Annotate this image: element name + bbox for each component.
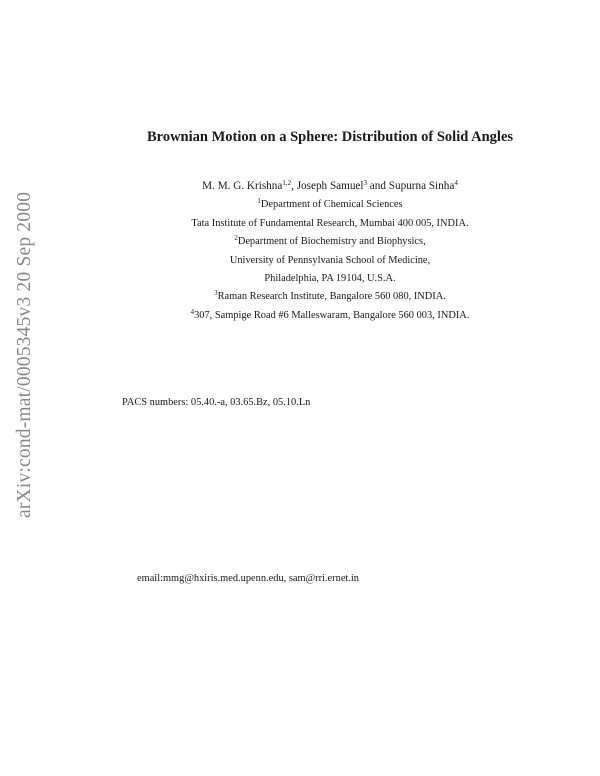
author-sup: 3 bbox=[363, 179, 367, 187]
affiliation-sup: 1 bbox=[257, 197, 261, 205]
affiliation-1-line-2: Tata Institute of Fundamental Research, Mumbai 400 005, INDIA. bbox=[191, 218, 469, 229]
email-footnote: email:mmg@hxiris.med.upenn.edu, sam@rri.ernet.in bbox=[137, 573, 359, 584]
author-name: Joseph Samuel bbox=[296, 180, 364, 192]
affiliation-sup: 2 bbox=[234, 234, 238, 242]
author-sup: 1,2 bbox=[282, 179, 292, 187]
affiliation-2-line-2: University of Pennsylvania School of Medicine, bbox=[229, 255, 431, 266]
affiliation-text: Department of Chemical Sciences bbox=[260, 199, 403, 210]
author-sup: 4 bbox=[454, 179, 458, 187]
paper-title: Brownian Motion on a Sphere: Distribution of Solid Angles bbox=[146, 129, 514, 145]
affiliation-2-line-3: Philadelphia, PA 19104, U.S.A. bbox=[264, 273, 396, 284]
affiliation-2-line-1 bbox=[0, 236, 600, 247]
affiliation-sup: 3 bbox=[214, 289, 218, 297]
author-name: Supurna Sinha bbox=[388, 180, 455, 192]
affiliation-text: 307, Sampige Road #6 Malleswaram, Bangalore 560 003, INDIA. bbox=[194, 310, 470, 321]
affiliation-1-line-1 bbox=[0, 199, 600, 210]
arxiv-sidebar-stamp: arXiv:cond-mat/0005345v3 20 Sep 2000 bbox=[14, 191, 35, 518]
affiliation-text: Raman Research Institute, Bangalore 560 080, INDIA. bbox=[217, 291, 446, 302]
author-separator: and bbox=[367, 180, 389, 192]
author-name: M. M. G. Krishna bbox=[202, 180, 283, 192]
author-separator: , bbox=[291, 180, 297, 192]
affiliation-sup: 4 bbox=[190, 308, 195, 316]
affiliation-4-line-1 bbox=[0, 310, 600, 321]
affiliation-text: Department of Biochemistry and Biophysics, bbox=[237, 236, 426, 247]
author-line bbox=[0, 180, 600, 192]
affiliation-3-line-1 bbox=[0, 291, 600, 302]
pacs-numbers: PACS numbers: 05.40.-a, 03.65.Bz, 05.10.Ln bbox=[122, 397, 311, 408]
